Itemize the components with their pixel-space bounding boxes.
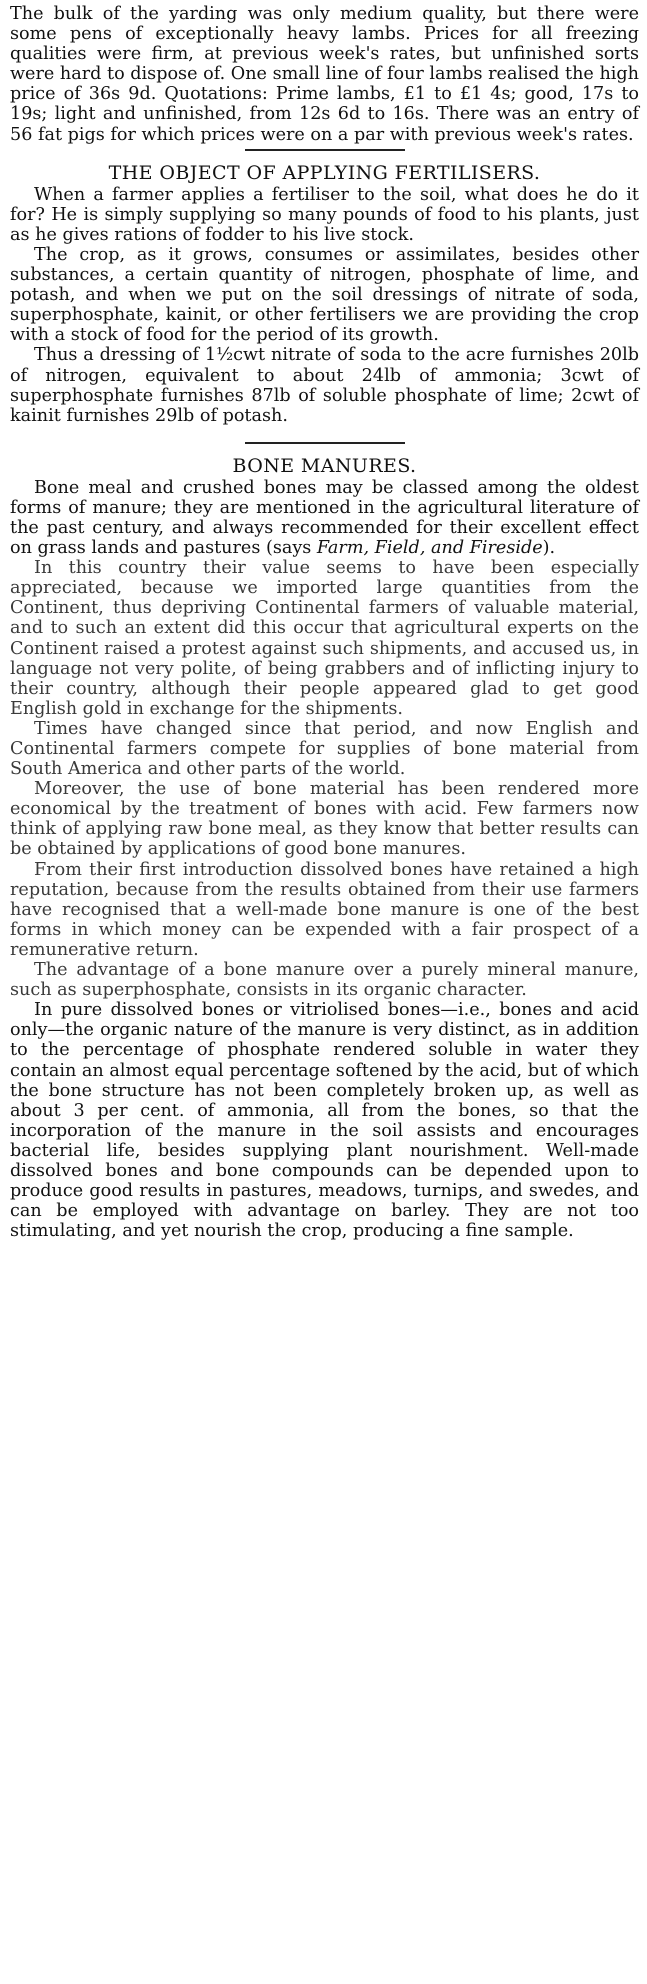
bone-manures-heading: BONE MANURES. (232, 454, 417, 477)
bone-manures-paragraph-6: The advantage of a bone manure over a purely mineral manure, such as superphosphate, consists in its organic character. (10, 960, 639, 1001)
bone-manures-section (10, 454, 639, 1242)
fertilisers-paragraph-3: Thus a dressing of 1½cwt nitrate of soda to the acre furnishes 20lb of nitrogen, equivalent to about 24lb of ammonia; 3cwt of superphosphate furnishes 87lb of soluble phosphate of lime; 2cwt of kainit furnishes 29lb of potash. (10, 345, 639, 426)
fertilisers-section (10, 161, 639, 426)
market-report-paragraph: The bulk of the yarding was only medium quality, but there were some pens of exceptionally heavy lambs. Prices for all freezing qualities were firm, at previous week's rates, but unfinished sorts were hard to dispose of. One small line of four lambs realised the high price of 36s 9d. Quotations: Prime lambs, £1 to £1 4s; good, 17s to 19s; light and unfinished, from 12s 6d to 16s. There was an entry of 56 fat pigs for which prices were on a par with previous week's rates. (10, 4, 639, 145)
bone-manures-paragraph-2: In this country their value seems to have been especially appreciated, because we imported large quantities from the Continent, thus depriving Continental farmers of valuable material, and to such an extent did this occur that agricultural experts on the Continent raised a protest against such shipments, and accused us, in language not very polite, of being grabbers and of inflicting injury to their country, although their people appeared glad to get good English gold in exchange for the shipments. (10, 558, 639, 719)
fertilisers-paragraph-1: When a farmer applies a fertiliser to the soil, what does he do it for? He is simply supplying so many pounds of food to his plants, just as he gives rations of fodder to his live stock. (10, 184, 639, 245)
intro-text: Bone meal and crushed bones may be classed among the oldest forms of manure; they are mentioned in the agricultural literature of the past century, and always recommended for their excellent effect on grass lands and pastures (says (10, 477, 639, 559)
bone-manures-paragraph-5: From their first introduction dissolved bones have retained a high reputation, because from the results obtained from their use farmers have recognised that a well-made bone manure is one of the best forms in which money can be expended with a fair prospect of a remunerative return. (10, 859, 639, 960)
market-report-section (10, 4, 639, 145)
section-divider (245, 442, 405, 444)
bone-manures-paragraph-7: In pure dissolved bones or vitriolised bones—i.e., bones and acid only—the organic nature of the manure is very distinct, as in addition to the percentage of phosphate rendered soluble in water they contain an almost equal percentage softened by the acid, but of which the bone structure has not been completely broken up, as well as about 3 per cent. of ammonia, all from the bones, so that the incorporation of the manure in the soil assists and encourages bacterial life, besides supplying plant nourishment. Well-made dissolved bones and bone compounds can be depended upon to produce good results in pastures, meadows, turnips, and swedes, and can be employed with advantage on barley. They are not too stimulating, and yet nourish the crop, producing a fine sample. (10, 1000, 639, 1242)
source-publication: Farm, Field, and Fireside (316, 538, 543, 559)
intro-closing: ). (542, 538, 556, 559)
bone-manures-intro-paragraph (10, 478, 639, 558)
fertilisers-heading: THE OBJECT OF APPLYING FERTILISERS. (108, 161, 541, 184)
section-divider (245, 149, 405, 151)
fertilisers-paragraph-2: The crop, as it grows, consumes or assimilates, besides other substances, a certain quantity of nitrogen, phosphate of lime, and potash, and when we put on the soil dressings of nitrate of soda, superphosphate, kainit, or other fertilisers we are providing the crop with a stock of food for the period of its growth. (10, 244, 639, 346)
bone-manures-paragraph-3: Times have changed since that period, and now English and Continental farmers compete for supplies of bone material from South America and other parts of the world. (10, 718, 639, 780)
bone-manures-paragraph-4: Moreover, the use of bone material has been rendered more economical by the treatment of bones with acid. Few farmers now think of applying raw bone meal, as they know that better results can be obtained by applications of good bone manures. (10, 779, 639, 860)
